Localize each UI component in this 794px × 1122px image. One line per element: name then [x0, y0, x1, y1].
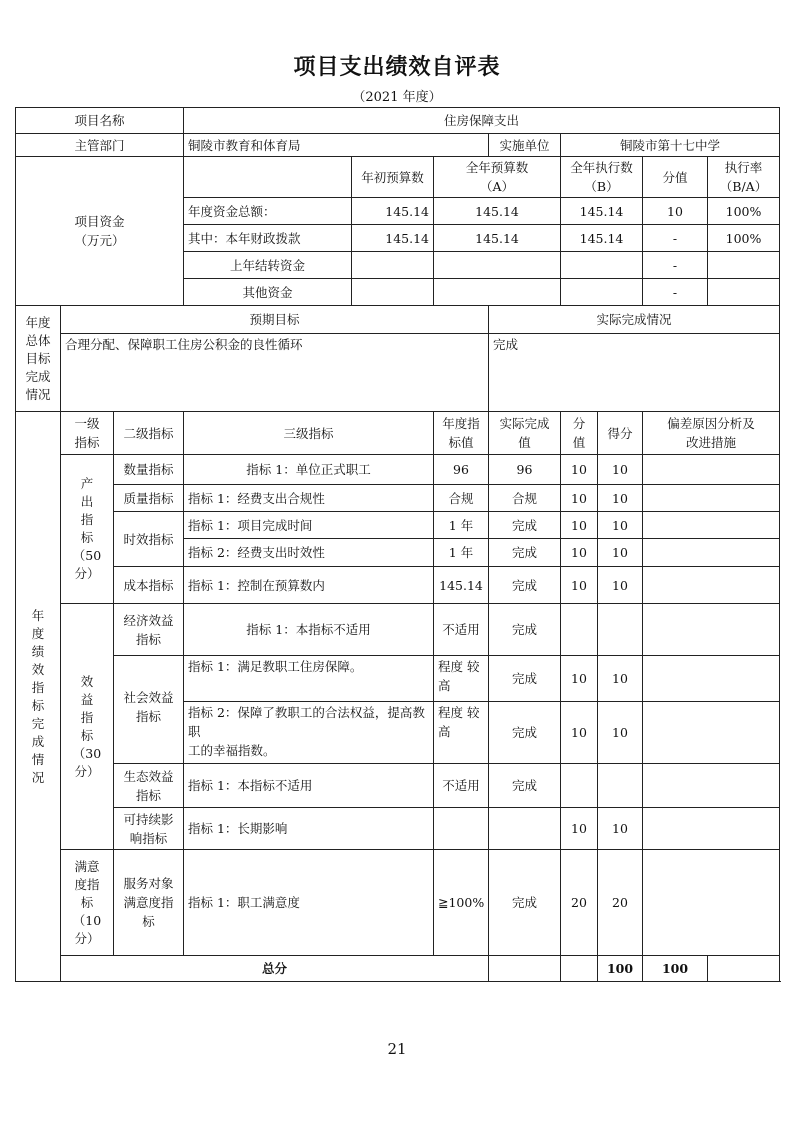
header-value	[561, 412, 598, 455]
perf-l3: 指标 1：单位正式职工	[184, 455, 434, 485]
funds-header-row	[16, 157, 780, 198]
perf-l2	[114, 850, 184, 956]
perf-l3: 指标 1：满足教职工住房保障。	[184, 656, 434, 702]
page-title: 项目支出绩效自评表	[293, 55, 501, 80]
benefit-l1-char: 分）	[74, 763, 100, 779]
expected-target-text: 合理分配、保障职工住房公积金的良性循环	[61, 334, 489, 412]
perf-side-char: 年	[31, 607, 45, 623]
perf-value: 10	[561, 485, 598, 512]
header-perf-score: 得分	[598, 412, 643, 455]
perf-value: 10	[561, 512, 598, 539]
header-annual-budget	[434, 157, 561, 198]
perf-score: 10	[598, 485, 643, 512]
header-score-value: 分值	[643, 157, 708, 198]
perf-l2-line: 满意度指	[123, 895, 174, 910]
perf-side-char: 度	[31, 625, 45, 641]
perf-row	[16, 485, 780, 512]
funds-label-text: 项目资金	[74, 214, 125, 229]
header-l2: 二级指标	[114, 412, 184, 455]
header-exec: 全年执行数（B）	[561, 157, 643, 198]
funds-row-initial: 145.14	[352, 198, 434, 225]
perf-value: 10	[561, 702, 598, 764]
funds-row-value: 10	[643, 198, 708, 225]
funds-row-annual: 145.14	[434, 198, 561, 225]
header-target-line2: 标值	[448, 435, 474, 450]
perf-side-char: 况	[31, 769, 45, 785]
perf-l2-line2: 指标	[135, 787, 161, 803]
perf-score: 10	[598, 512, 643, 539]
perf-row	[16, 604, 780, 656]
perf-value: 10	[561, 539, 598, 567]
perf-reason	[643, 567, 780, 604]
perf-score: 10	[598, 539, 643, 567]
perf-target: 合规	[434, 485, 489, 512]
perf-l3: 指标 1：控制在预算数内	[184, 567, 434, 604]
perf-l2-line2: 指标	[135, 709, 161, 724]
perf-score: 10	[598, 702, 643, 764]
funds-row-rate	[708, 252, 780, 279]
perf-target: 不适用	[434, 604, 489, 656]
perf-l2-line1: 生态效益	[123, 768, 174, 784]
perf-l2: 时效指标	[114, 512, 184, 567]
benefit-l1-char: 标	[80, 727, 94, 743]
header-rate-line1: 执行率	[724, 160, 763, 175]
perf-score: 20	[598, 850, 643, 956]
perf-row	[16, 567, 780, 604]
benefit-l1-char: 指	[80, 709, 94, 725]
header-value-line1: 分	[572, 416, 586, 431]
header-annual-budget-line2: （A）	[479, 179, 515, 194]
perf-reason	[643, 702, 780, 764]
perf-score: 10	[598, 567, 643, 604]
output-l1-char: （50	[72, 548, 102, 563]
perf-l2-line: 标	[142, 914, 155, 929]
output-l1-label	[61, 455, 114, 604]
satisfaction-l1-line: 标	[80, 894, 94, 910]
perf-value: 10	[561, 455, 598, 485]
benefit-l1-label	[61, 604, 114, 850]
perf-l2-line1: 可持续影	[123, 811, 174, 827]
funds-header-blank	[184, 157, 352, 198]
perf-row	[16, 455, 780, 485]
perf-actual: 合规	[489, 485, 561, 512]
perf-target-line2: 高	[438, 678, 451, 693]
perf-reason	[643, 764, 780, 808]
header-annual-budget-line1: 全年预算数	[465, 160, 529, 175]
perf-score	[598, 604, 643, 656]
funds-row-annual	[434, 252, 561, 279]
benefit-l1-char: 益	[80, 691, 94, 707]
perf-l2: 成本指标	[114, 567, 184, 604]
perf-l3: 指标 1：本指标不适用	[184, 604, 434, 656]
overall-label	[16, 306, 61, 412]
actual-status-header: 实际完成情况	[489, 306, 780, 334]
perf-value: 20	[561, 850, 598, 956]
funds-row-initial	[352, 279, 434, 306]
perf-actual: 完成	[489, 539, 561, 567]
satisfaction-l1-line: （10	[72, 912, 102, 928]
perf-l2-line: 服务对象	[123, 876, 174, 891]
header-actual	[489, 412, 561, 455]
perf-side-char: 绩	[31, 643, 45, 659]
perf-l3: 指标 1：项目完成时间	[184, 512, 434, 539]
funds-row-initial: 145.14	[352, 225, 434, 252]
actual-status-text: 完成	[489, 334, 780, 412]
overall-label-line: 年度	[25, 314, 51, 330]
perf-l2	[114, 808, 184, 850]
perf-l2-line2: 指标	[135, 631, 161, 647]
funds-row-label: 其他资金	[184, 279, 352, 306]
perf-value: 10	[561, 656, 598, 702]
satisfaction-l1-line: 满意	[74, 858, 100, 874]
dept-row	[16, 134, 780, 157]
perf-header-row	[16, 412, 780, 455]
perf-l2-line2: 响指标	[129, 830, 168, 846]
output-l1-char: 产	[80, 476, 94, 491]
perf-value	[561, 764, 598, 808]
perf-target-line1: 程度 较	[438, 705, 480, 720]
header-l1	[61, 412, 114, 455]
perf-actual: 完成	[489, 567, 561, 604]
overall-content-row	[16, 334, 780, 412]
header-actual-line1: 实际完成	[499, 416, 550, 431]
total-reason	[708, 956, 780, 982]
perf-target: 1 年	[434, 512, 489, 539]
funds-row-label: 年度资金总额：	[184, 198, 352, 225]
perf-l2	[114, 656, 184, 764]
total-label: 总分	[61, 956, 489, 982]
perf-l2	[114, 764, 184, 808]
header-actual-line2: 值	[518, 435, 531, 450]
perf-side-char: 标	[31, 697, 45, 713]
perf-l3: 指标 2：经费支出时效性	[184, 539, 434, 567]
satisfaction-l1-line: 分）	[74, 930, 100, 946]
perf-side-char: 成	[31, 733, 45, 749]
header-l1-line1: 一级	[74, 416, 100, 431]
perf-target-line2: 高	[438, 724, 451, 739]
perf-l2: 数量指标	[114, 455, 184, 485]
year-note: （2021 年度）	[352, 90, 442, 105]
perf-l3: 指标 1：长期影响	[184, 808, 434, 850]
perf-target: 1 年	[434, 539, 489, 567]
perf-score: 10	[598, 808, 643, 850]
funds-row-exec	[561, 279, 643, 306]
perf-value: 10	[561, 567, 598, 604]
perf-score: 10	[598, 656, 643, 702]
perf-actual: 完成	[489, 764, 561, 808]
satisfaction-l1-label	[61, 850, 114, 956]
evaluation-table	[15, 107, 780, 982]
perf-target: 145.14	[434, 567, 489, 604]
header-rate-line2: （B/A）	[719, 179, 768, 194]
header-l1-line2: 指标	[74, 435, 100, 450]
perf-target	[434, 808, 489, 850]
perf-l3-line2: 工的幸福指数。	[188, 743, 276, 758]
perf-side-char: 完	[31, 715, 45, 731]
perf-side-char: 情	[31, 751, 45, 767]
perf-l2-line1: 社会效益	[123, 690, 174, 705]
header-value-line2: 值	[572, 435, 586, 450]
unit-label: 实施单位	[489, 134, 561, 157]
funds-row-exec: 145.14	[561, 225, 643, 252]
perf-target: 不适用	[434, 764, 489, 808]
funds-row-exec	[561, 252, 643, 279]
perf-target-line1: 程度 较	[438, 659, 480, 674]
perf-actual: 完成	[489, 850, 561, 956]
funds-row-label: 其中：本年财政拨款	[184, 225, 352, 252]
satisfaction-l1-line: 度指	[74, 876, 100, 892]
header-rate	[708, 157, 780, 198]
funds-row-value: -	[643, 252, 708, 279]
perf-l3: 指标 1：经费支出合规性	[184, 485, 434, 512]
total-target	[489, 956, 561, 982]
perf-reason	[643, 850, 780, 956]
header-reason-line2: 改进措施	[686, 435, 737, 450]
output-l1-char: 出	[80, 494, 94, 509]
perf-l2: 质量指标	[114, 485, 184, 512]
perf-actual: 完成	[489, 702, 561, 764]
perf-l3: 指标 1：本指标不适用	[184, 764, 434, 808]
perf-reason	[643, 604, 780, 656]
total-actual	[561, 956, 598, 982]
dept-label: 主管部门	[16, 134, 184, 157]
perf-reason	[643, 455, 780, 485]
perf-actual	[489, 808, 561, 850]
overall-label-line: 总体	[25, 332, 51, 348]
perf-l3	[184, 702, 434, 764]
benefit-l1-char: 效	[80, 673, 94, 689]
header-reason	[643, 412, 780, 455]
total-score: 100	[643, 956, 708, 982]
perf-row	[16, 656, 780, 702]
perf-reason	[643, 512, 780, 539]
funds-unit-text: （万元）	[74, 233, 125, 248]
perf-side-char: 效	[31, 661, 45, 677]
perf-row	[16, 764, 780, 808]
funds-row-annual	[434, 279, 561, 306]
funds-row-value: -	[643, 225, 708, 252]
header-target-line1: 年度指	[442, 416, 480, 431]
perf-reason	[643, 485, 780, 512]
perf-value	[561, 604, 598, 656]
unit-value: 铜陵市第十七中学	[561, 134, 780, 157]
overall-label-line: 完成	[25, 368, 51, 384]
total-row	[16, 956, 780, 982]
perf-reason	[643, 539, 780, 567]
funds-row-exec: 145.14	[561, 198, 643, 225]
expected-target-header: 预期目标	[61, 306, 489, 334]
total-value: 100	[598, 956, 643, 982]
header-reason-line1: 偏差原因分析及	[667, 416, 755, 431]
perf-reason	[643, 656, 780, 702]
overall-label-line: 情况	[25, 386, 51, 402]
perf-target: 96	[434, 455, 489, 485]
header-initial-budget: 年初预算数	[352, 157, 434, 198]
dept-value: 铜陵市教育和体育局	[184, 134, 489, 157]
funds-label	[16, 157, 184, 306]
perf-value: 10	[561, 808, 598, 850]
funds-row-label: 上年结转资金	[184, 252, 352, 279]
funds-row-rate: 100%	[708, 225, 780, 252]
perf-target	[434, 656, 489, 702]
perf-actual: 完成	[489, 512, 561, 539]
perf-row	[16, 850, 780, 956]
perf-l3-line1: 指标 2：保障了教职工的合法权益，提高教职	[188, 705, 425, 739]
perf-actual: 完成	[489, 604, 561, 656]
funds-row-value: -	[643, 279, 708, 306]
perf-reason	[643, 808, 780, 850]
perf-side-char: 指	[31, 679, 45, 695]
perf-score	[598, 764, 643, 808]
funds-row-rate	[708, 279, 780, 306]
benefit-l1-char: （30	[72, 745, 102, 761]
output-l1-char: 分）	[74, 566, 100, 581]
perf-target	[434, 702, 489, 764]
project-name-label: 项目名称	[16, 108, 184, 134]
output-l1-char: 标	[80, 530, 94, 545]
funds-row-annual: 145.14	[434, 225, 561, 252]
output-l1-char: 指	[80, 512, 94, 527]
perf-score: 10	[598, 455, 643, 485]
header-l3: 三级指标	[184, 412, 434, 455]
perf-target: ≧100%	[434, 850, 489, 956]
page-number: 21	[387, 1040, 407, 1058]
project-name-value: 住房保障支出	[184, 108, 780, 134]
project-name-row	[16, 108, 780, 134]
perf-row	[16, 808, 780, 850]
perf-row	[16, 512, 780, 539]
funds-row-rate: 100%	[708, 198, 780, 225]
perf-l3: 指标 1：职工满意度	[184, 850, 434, 956]
perf-side-label	[16, 412, 61, 982]
perf-l2-line1: 经济效益	[123, 612, 174, 628]
perf-actual: 96	[489, 455, 561, 485]
funds-row-initial	[352, 252, 434, 279]
overall-header-row	[16, 306, 780, 334]
header-target	[434, 412, 489, 455]
perf-l2	[114, 604, 184, 656]
overall-label-line: 目标	[25, 350, 51, 366]
perf-actual: 完成	[489, 656, 561, 702]
